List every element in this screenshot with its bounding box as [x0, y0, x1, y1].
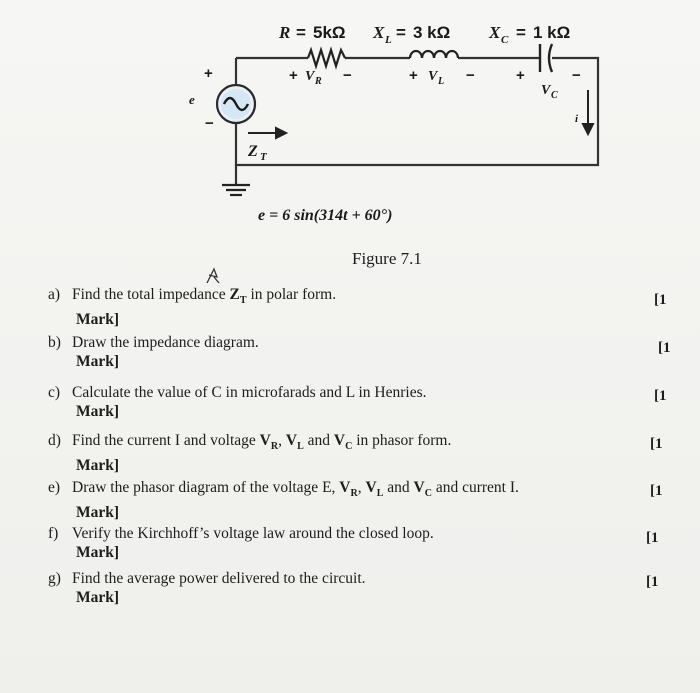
zt-label: Z	[248, 143, 258, 160]
mark-bracket: [1	[646, 530, 659, 546]
mark-bracket: [1	[654, 388, 667, 404]
question-label: d)	[48, 432, 61, 449]
question-text: Draw the impedance diagram.	[72, 334, 259, 351]
question-mark: Mark]	[76, 544, 120, 561]
vc-label: V	[541, 83, 551, 98]
question-mark: Mark]	[76, 589, 120, 606]
zt-sub: T	[260, 151, 267, 163]
mark-bracket: [1	[654, 292, 667, 308]
current-label: i	[575, 113, 579, 125]
question-f	[48, 524, 434, 562]
vl-label: V	[428, 69, 438, 84]
question-text: Verify the Kirchhoff’s voltage law around the closed loop.	[72, 525, 434, 542]
xc-value: 1 kΩ	[533, 23, 571, 42]
zt-arrow-icon	[248, 128, 286, 138]
source-minus: −	[205, 115, 214, 132]
question-label: e)	[48, 479, 61, 496]
question-g	[48, 569, 366, 607]
r-eq: =	[296, 23, 306, 42]
source-equation: e = 6 sin(314t + 60°)	[258, 207, 393, 224]
ground-icon	[222, 185, 250, 195]
question-label: f)	[48, 525, 59, 542]
r-value: 5kΩ	[313, 23, 346, 42]
xc-label: X	[489, 23, 501, 42]
xl-label: X	[373, 23, 385, 42]
question-b	[48, 333, 259, 371]
question-text: Draw the phasor diagram of the voltage E, $V_R$, $V_L$ and $V_C$ and current I.	[72, 479, 519, 500]
r-label: R	[279, 23, 291, 42]
vr-label: V	[305, 69, 315, 84]
resistor-symbol	[308, 50, 345, 66]
question-mark: Mark]	[76, 403, 120, 420]
source-plus: +	[204, 65, 213, 82]
vc-sub: C	[551, 90, 558, 101]
question-a: a) Find the total impedance $Z_T$ in polar form. Mark]	[48, 286, 337, 329]
question-c	[48, 383, 427, 421]
question-mark: Mark]	[76, 504, 120, 522]
question-label: b)	[48, 334, 61, 351]
question-text: Calculate the value of C in microfarads and L in Henries.	[72, 384, 427, 401]
vc-minus: −	[572, 67, 581, 84]
vr-minus: −	[343, 67, 352, 84]
vl-minus: −	[466, 67, 475, 84]
xl-eq: =	[396, 23, 406, 42]
question-label: g)	[48, 570, 61, 587]
question-mark: Mark]	[76, 457, 120, 475]
question-mark: Mark]	[76, 311, 120, 329]
question-mark: Mark]	[76, 353, 120, 370]
question-label: c)	[48, 384, 61, 401]
source-label: e	[189, 92, 195, 107]
vl-plus: +	[409, 67, 418, 84]
mark-bracket: [1	[646, 574, 659, 590]
vr-sub: R	[315, 76, 322, 87]
xl-value: 3 kΩ	[413, 23, 451, 42]
xl-sub: L	[385, 34, 392, 46]
mark-bracket: [1	[650, 483, 663, 499]
question-d	[48, 431, 451, 475]
question-label: a)	[48, 286, 61, 303]
pen-scribble-icon	[203, 265, 225, 287]
vr-plus: +	[289, 67, 298, 84]
question-e	[48, 478, 519, 522]
mark-bracket: [1	[658, 340, 671, 356]
circuit-diagram	[0, 0, 700, 240]
ac-source-icon	[217, 85, 255, 123]
mark-bracket: [1	[650, 436, 663, 452]
question-text: Find the average power delivered to the circuit.	[72, 570, 366, 587]
xc-eq: =	[516, 23, 526, 42]
capacitor-symbol	[540, 44, 552, 72]
vl-sub: L	[438, 76, 445, 87]
question-text: Find the current I and voltage $V_R$, $V_L$ and $V_C$ in phasor form.	[72, 432, 452, 453]
current-arrow-icon	[583, 90, 593, 134]
figure-caption: Figure 7.1	[352, 249, 422, 268]
vc-plus: +	[516, 67, 525, 84]
xc-sub: C	[501, 34, 509, 46]
inductor-symbol	[410, 51, 458, 58]
